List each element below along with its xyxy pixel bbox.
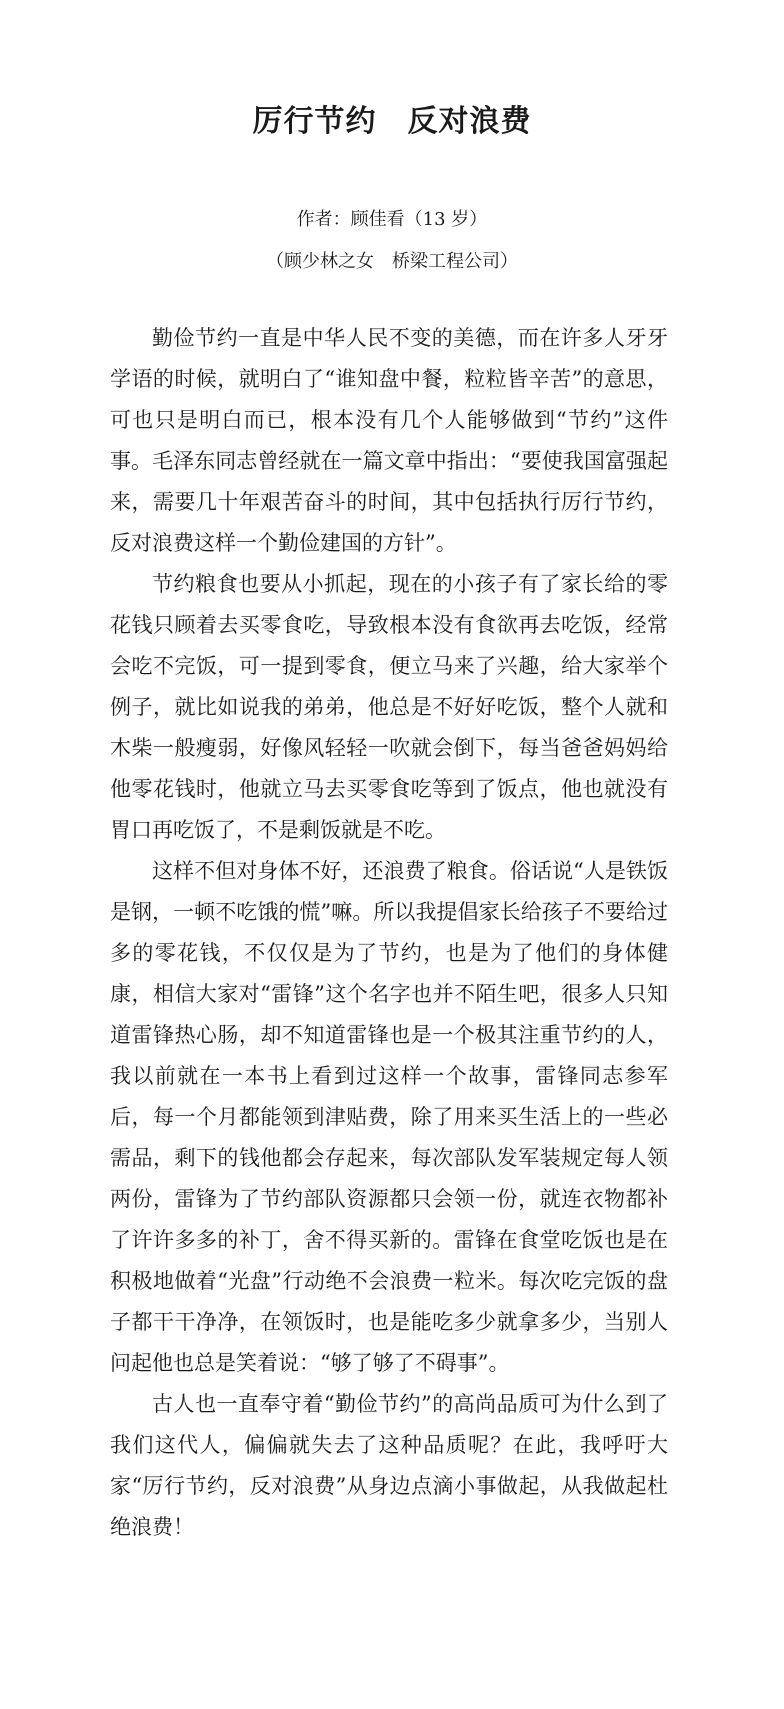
paragraph: 古人也一直奉守着“勤俭节约”的高尚品质可为什么到了我们这代人，偏偏就失去了这种品质呢？在此，我呼吁大家“厉行节约，反对浪费”从身边点滴小事做起，从我做起杜绝浪费！: [110, 1392, 668, 1539]
paragraph: 勤俭节约一直是中华人民不变的美德，而在许多人牙牙学语的时候，就明白了“谁知盘中餐，粒粒皆辛苦”的意思，可也只是明白而已，根本没有几个人能够做到“节约”这件事。毛泽东同志曾经就在一篇文章中指出：“要使我国富强起来，需要几十年艰苦奋斗的时间，其中包括执行厉行节约，反对浪费这样一个勤俭建国的方针”。: [110, 326, 668, 555]
paragraph: 节约粮食也要从小抓起，现在的小孩子有了家长给的零花钱只顾着去买零食吃，导致根本没有食欲再去吃饭，经常会吃不完饭，可一提到零食，便立马来了兴趣，给大家举个例子，就比如说我的弟弟，他总是不好好吃饭，整个人就和木柴一般瘦弱，好像风轻轻一吹就会倒下，每当爸爸妈妈给他零花钱时，他就立马去买零食吃等到了饭点，他也就没有胃口再吃饭了，不是剩饭就是不吃。: [110, 572, 668, 842]
paragraph: 这样不但对身体不好，还浪费了粮食。俗话说“人是铁饭是钢，一顿不吃饿的慌”嘛。所以我提倡家长给孩子不要给过多的零花钱，不仅仅是为了节约，也是为了他们的身体健康，相信大家对“雷锋”这个名字也并不陌生吧，很多人只知道雷锋热心肠，却不知道雷锋也是一个极其注重节约的人，我以前就在一本书上看到过这样一个故事，雷锋同志参军后，每一个月都能领到津贴费，除了用来买生活上的一些必需品，剩下的钱他都会存起来，每次部队发军装规定每人领两份，雷锋为了节约部队资源都只会领一份，就连衣物都补了许许多多的补丁，舍不得买新的。雷锋在食堂吃饭也是在积极地做着“光盘”行动绝不会浪费一粒米。每次吃完饭的盘子都干干净净，在领饭时，也是能吃多少就拿多少，当别人问起他也总是笑着说：“够了够了不碍事”。: [110, 859, 668, 1375]
document-title: 厉行节约 反对浪费: [252, 104, 532, 139]
author-line: 作者：顾佳看（13 岁）: [296, 209, 488, 230]
affiliation-line: （顾少林之女 桥梁工程公司）: [266, 251, 518, 272]
article-body: [110, 318, 668, 1548]
